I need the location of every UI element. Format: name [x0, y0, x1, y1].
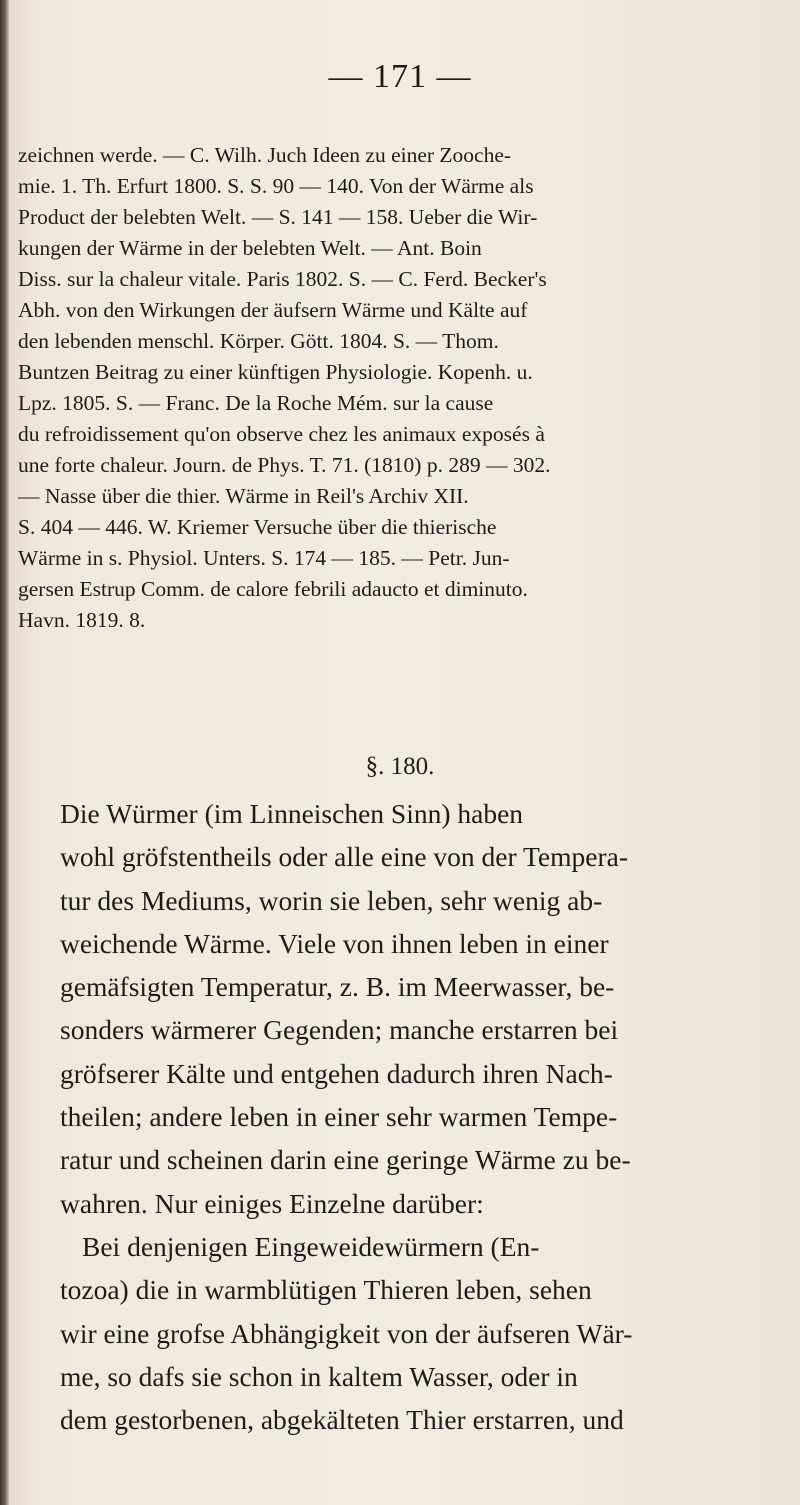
bibliography-line: Wärme in s. Physiol. Unters. S. 174 — 185. — Petr. Jun-	[18, 546, 510, 570]
paragraph-line: gemäfsigten Temperatur, z. B. im Meerwasser, be-	[60, 971, 615, 1003]
body-paragraphs	[60, 792, 790, 1441]
paragraph-line: sonders wärmerer Gegenden; manche erstarren bei	[60, 1014, 619, 1046]
bibliography-line: Havn. 1819. 8.	[18, 608, 146, 632]
page-number: — 171 —	[328, 58, 472, 95]
bibliography-line: den lebenden menschl. Körper. Gött. 1804. S. — Thom.	[18, 329, 499, 353]
section-heading: §. 180.	[365, 753, 435, 780]
paragraph-line: tozoa) die in warmblütigen Thieren leben, sehen	[60, 1274, 592, 1306]
paragraph-line: ratur und scheinen darin eine geringe Wärme zu be-	[60, 1144, 631, 1176]
bibliography-line: du refroidissement qu'on observe chez les animaux exposés à	[18, 422, 545, 446]
paragraph-line: wohl gröfstentheils oder alle eine von der Tempera-	[60, 841, 628, 873]
paragraph-line: theilen; andere leben in einer sehr warmen Tempe-	[60, 1101, 618, 1133]
paragraph-line: Bei denjenigen Eingeweidewürmern (En-	[82, 1230, 540, 1262]
bibliography-line: Product der belebten Welt. — S. 141 — 158. Ueber die Wir-	[18, 205, 538, 229]
bibliography-line: gersen Estrup Comm. de calore febrili adaucto et diminuto.	[18, 577, 528, 601]
bibliography-line: Diss. sur la chaleur vitale. Paris 1802. S. — C. Ferd. Becker's	[18, 267, 547, 291]
paragraph-line: wir eine grofse Abhängigkeit von der äufseren Wär-	[60, 1317, 633, 1349]
bibliography-line: Lpz. 1805. S. — Franc. De la Roche Mém. sur la cause	[18, 391, 494, 415]
bibliography-line: Buntzen Beitrag zu einer künftigen Physiologie. Kopenh. u.	[18, 360, 533, 384]
bibliography-line: kungen der Wärme in der belebten Welt. — Ant. Boin	[18, 236, 482, 260]
paragraph-line: dem gestorbenen, abgekälteten Thier erstarren, und	[60, 1404, 624, 1436]
paragraph-line: Die Würmer (im Linneischen Sinn) haben	[60, 798, 524, 829]
bibliography-block	[18, 140, 718, 636]
bibliography-line: Abh. von den Wirkungen der äufsern Wärme und Kälte auf	[18, 298, 528, 322]
bibliography-line: — Nasse über die thier. Wärme in Reil's Archiv XII.	[18, 484, 469, 508]
bibliography-line: une forte chaleur. Journ. de Phys. T. 71. (1810) p. 289 — 302.	[18, 453, 551, 477]
paragraph-line: tur des Mediums, worin sie leben, sehr wenig ab-	[60, 884, 603, 916]
paragraph-line: wahren. Nur einiges Einzelne darüber:	[60, 1187, 484, 1219]
paragraph-line: me, so dafs sie schon in kaltem Wasser, oder in	[60, 1360, 578, 1392]
paragraph-line: gröfserer Kälte und entgehen dadurch ihren Nach-	[60, 1057, 613, 1089]
paragraph-line: weichende Wärme. Viele von ihnen leben in einer	[60, 927, 609, 959]
bibliography-line: mie. 1. Th. Erfurt 1800. S. S. 90 — 140. Von der Wärme als	[18, 174, 534, 198]
bibliography-line: S. 404 — 446. W. Kriemer Versuche über die thierische	[18, 515, 497, 539]
bibliography-line: zeichnen werde. — C. Wilh. Juch Ideen zu einer Zooche-	[18, 143, 512, 167]
